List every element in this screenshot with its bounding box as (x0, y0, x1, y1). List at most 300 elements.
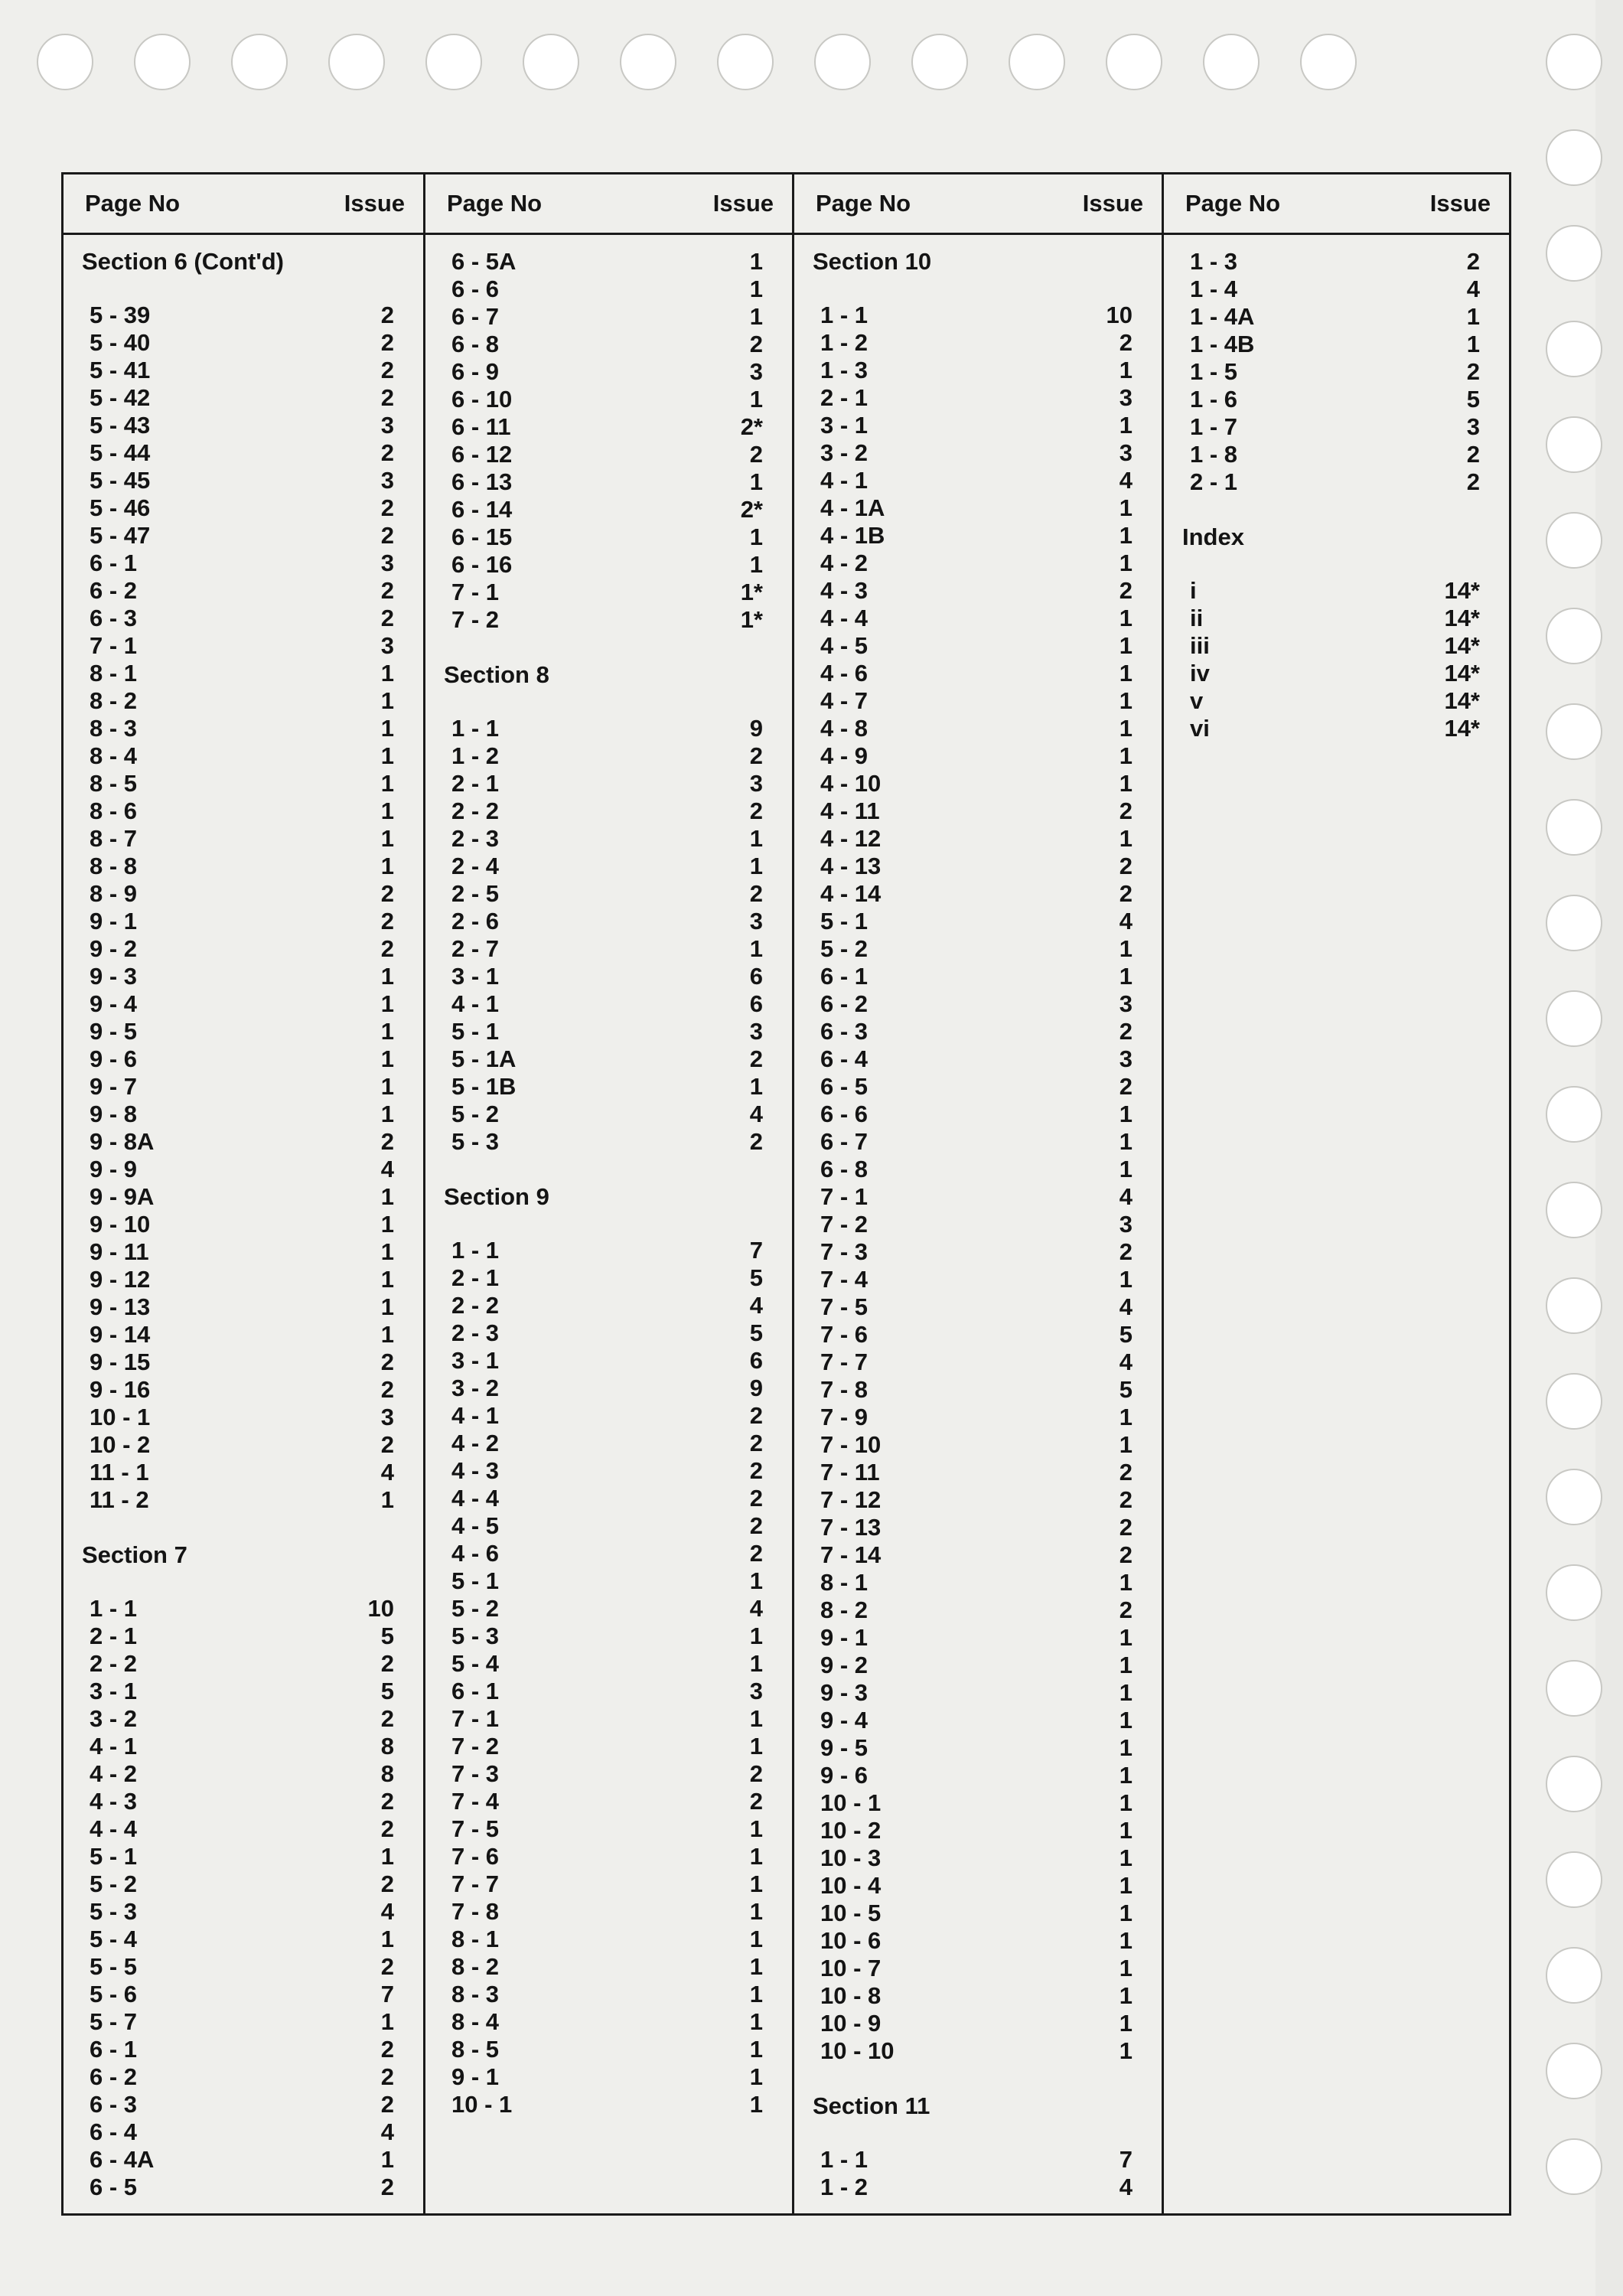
table-row (794, 632, 1162, 660)
table-row (64, 1650, 423, 1678)
issue-number: 1 (380, 1073, 394, 1100)
page-number: 6 - 4 (90, 2118, 138, 2145)
issue-number: 2 (380, 577, 394, 604)
issue-number: 10 (1106, 302, 1133, 328)
page-number: 1 - 4 (1190, 276, 1238, 302)
binder-hole (1546, 895, 1602, 951)
table-row (794, 880, 1162, 908)
table-row (425, 990, 792, 1018)
page-number: 10 - 7 (820, 1955, 882, 1981)
page-number: 8 - 6 (90, 797, 138, 824)
page-number: 9 - 3 (90, 963, 138, 990)
issue-number: 1 (380, 742, 394, 769)
issue-number: 1 (1119, 1404, 1133, 1430)
page-number: iv (1190, 660, 1210, 687)
page-number: 1 - 2 (820, 329, 869, 356)
issue-number: 1 (749, 303, 763, 330)
page-number: 6 - 5 (820, 1073, 869, 1100)
table-row (794, 935, 1162, 963)
issue-number: 2 (380, 1650, 394, 1677)
page-number: 9 - 2 (90, 935, 138, 962)
table-row (64, 2146, 423, 2174)
issue-number: 1 (1119, 715, 1133, 742)
binder-hole (1546, 608, 1602, 664)
issue-number: 14* (1444, 660, 1480, 687)
table-row (425, 606, 792, 634)
page-number: 6 - 3 (90, 2091, 138, 2118)
page-number: 5 - 39 (90, 302, 151, 328)
page-number: 4 - 12 (820, 825, 882, 852)
table-row (794, 1652, 1162, 1679)
issue-number: 3 (1119, 990, 1133, 1017)
table-row (794, 522, 1162, 550)
binder-hole (37, 34, 93, 90)
issue-number: 1 (380, 1486, 394, 1513)
page-number: 8 - 2 (820, 1596, 869, 1623)
issue-number: 1 (1119, 494, 1133, 521)
issue-number: 14* (1444, 715, 1480, 742)
issue-number: 4 (749, 1101, 763, 1127)
table-row (794, 439, 1162, 467)
table-row (794, 2146, 1162, 2174)
table-row (425, 1457, 792, 1485)
column-body (64, 248, 423, 2201)
issue-number: 1 (749, 1843, 763, 1870)
section-title: Section 11 (813, 2092, 930, 2119)
issue-number: 1 (749, 1567, 763, 1594)
page-number: 5 - 2 (451, 1595, 500, 1622)
page-number: 4 - 2 (90, 1760, 138, 1787)
page-number: 5 - 1 (451, 1018, 500, 1045)
issue-number: 1 (749, 1733, 763, 1760)
table-row (64, 1486, 423, 1514)
page-number: 5 - 1 (451, 1567, 500, 1594)
issue-number: 1 (1119, 1789, 1133, 1816)
table-row (425, 1101, 792, 1128)
page-number: 1 - 3 (820, 357, 869, 383)
issue-number: 2* (740, 496, 763, 523)
page-number: 1 - 2 (820, 2174, 869, 2200)
section-title: Section 6 (Cont'd) (82, 248, 284, 275)
page-number: 4 - 6 (820, 660, 869, 687)
page-number: 7 - 5 (451, 1815, 500, 1842)
table-row (425, 1018, 792, 1045)
issue-number: 1 (1119, 1872, 1133, 1899)
table-row (794, 1844, 1162, 1872)
page-number: 8 - 2 (451, 1953, 500, 1980)
page-number: 4 - 3 (451, 1457, 500, 1484)
issue-number: 14* (1444, 632, 1480, 659)
issue-number: 6 (749, 990, 763, 1017)
section-title: Index (1182, 523, 1244, 550)
table-row (794, 908, 1162, 935)
page-number: 9 - 1 (90, 908, 138, 934)
table-row (64, 302, 423, 329)
issue-number: 2 (380, 1349, 394, 1375)
issue-number: 2 (749, 1512, 763, 1539)
section-block (794, 2092, 1162, 2201)
page-number: 7 - 6 (451, 1843, 500, 1870)
issue-number: 2 (749, 1760, 763, 1787)
table-row (425, 1485, 792, 1512)
page-number: 9 - 10 (90, 1211, 151, 1238)
issue-number: 7 (1119, 2146, 1133, 2173)
table-row (64, 1128, 423, 1156)
issue-number: 1 (1119, 1707, 1133, 1733)
issue-heading: Issue (1429, 190, 1491, 217)
page-number: 4 - 4 (451, 1485, 500, 1512)
page-number: 8 - 7 (90, 825, 138, 852)
table-row (425, 2036, 792, 2063)
binder-hole (328, 34, 385, 90)
table-row (425, 303, 792, 331)
table-row (425, 248, 792, 276)
issue-number: 1 (1119, 2010, 1133, 2037)
page-number: 8 - 4 (90, 742, 138, 769)
page-number: 7 - 12 (820, 1486, 882, 1513)
table-row (1164, 413, 1509, 441)
issue-number: 5 (1119, 1376, 1133, 1403)
page-number: 9 - 9A (90, 1183, 155, 1210)
page-number: 5 - 2 (820, 935, 869, 962)
issue-number: 2 (380, 329, 394, 356)
table-row (425, 523, 792, 551)
table-row (425, 468, 792, 496)
binder-hole (1300, 34, 1357, 90)
page-number: 5 - 4 (451, 1650, 500, 1677)
table-row (425, 551, 792, 579)
page-number: 9 - 5 (90, 1018, 138, 1045)
issue-number: 2 (749, 1788, 763, 1815)
table-row (794, 1321, 1162, 1349)
page-number: 6 - 7 (820, 1128, 869, 1155)
binder-hole (717, 34, 774, 90)
table-row (425, 1623, 792, 1650)
issue-number: 5 (380, 1678, 394, 1704)
table-row (425, 1733, 792, 1760)
table-row (425, 1292, 792, 1319)
page-number: 7 - 4 (451, 1788, 500, 1815)
page-number: 8 - 1 (451, 1926, 500, 1952)
section-title: Section 7 (82, 1541, 187, 1568)
issue-number: 1 (749, 276, 763, 302)
page-number: 4 - 9 (820, 742, 869, 769)
table-row (1164, 331, 1509, 358)
issue-number: 1 (749, 1981, 763, 2007)
page-number: 10 - 5 (820, 1900, 882, 1926)
issue-number: 1 (380, 1211, 394, 1238)
issue-number: 2 (380, 908, 394, 934)
page-number: v (1190, 687, 1204, 714)
page-number: 6 - 1 (90, 2036, 138, 2063)
issue-number: 1 (1466, 331, 1480, 357)
issue-number: 2 (1466, 358, 1480, 385)
page-number: 7 - 13 (820, 1514, 882, 1541)
issue-number: 1 (1119, 1156, 1133, 1182)
table-row (794, 1238, 1162, 1266)
issue-number: 6 (749, 1347, 763, 1374)
issue-number: 1 (1119, 605, 1133, 631)
page-number: 4 - 5 (451, 1512, 500, 1539)
table-row (1164, 687, 1509, 715)
table-row (794, 329, 1162, 357)
issue-number: 1 (749, 248, 763, 275)
table-row (794, 2010, 1162, 2037)
issue-number: 1 (749, 1623, 763, 1649)
binder-hole (1546, 225, 1602, 282)
table-row (794, 1789, 1162, 1817)
column-header (794, 174, 1162, 233)
table-row (425, 413, 792, 441)
page-number: 7 - 10 (820, 1431, 882, 1458)
table-row (794, 2174, 1162, 2201)
issue-number: 2 (1119, 1486, 1133, 1513)
page-number: 4 - 14 (820, 880, 882, 907)
page-number: 5 - 1 (90, 1843, 138, 1870)
issue-number: 2 (749, 1402, 763, 1429)
page-number: 5 - 41 (90, 357, 151, 383)
issue-number: 1 (1119, 522, 1133, 549)
page-number: 7 - 3 (451, 1760, 500, 1787)
issue-number: 1 (1119, 687, 1133, 714)
page-number: 6 - 1 (451, 1678, 500, 1704)
issue-number: 5 (1466, 386, 1480, 413)
issue-number: 4 (1119, 1293, 1133, 1320)
page-number: 2 - 2 (451, 797, 500, 824)
issue-number: 7 (380, 1981, 394, 2007)
page-number: 1 - 1 (90, 1595, 138, 1622)
issue-number: 3 (380, 550, 394, 576)
issue-number: 3 (1119, 1045, 1133, 1072)
column-header (1164, 174, 1509, 233)
table-row (64, 1018, 423, 1045)
page-no-heading: Page No (85, 190, 181, 217)
table-row (425, 797, 792, 825)
page-number: 5 - 2 (451, 1101, 500, 1127)
issue-number: 3 (380, 632, 394, 659)
issue-number: 2 (380, 1128, 394, 1155)
table-row (794, 412, 1162, 439)
issue-number: 5 (380, 1623, 394, 1649)
issue-number: 2 (380, 357, 394, 383)
table-row (794, 1045, 1162, 1073)
table-row (794, 1101, 1162, 1128)
page-number: 6 - 2 (90, 2063, 138, 2090)
binder-hole (1546, 799, 1602, 856)
page-number: 4 - 2 (820, 550, 869, 576)
page-number: 5 - 1B (451, 1073, 517, 1100)
table-row (64, 329, 423, 357)
table-row (1164, 276, 1509, 303)
issue-number: 4 (1119, 1349, 1133, 1375)
issue-number: 2 (380, 2063, 394, 2090)
page-number: 5 - 5 (90, 1953, 138, 1980)
issue-number: 1 (749, 468, 763, 495)
page-number: 6 - 3 (820, 1018, 869, 1045)
issue-number: 3 (380, 467, 394, 494)
table-row (64, 2118, 423, 2146)
section-block (1164, 523, 1509, 742)
page-number: 5 - 42 (90, 384, 151, 411)
table-row (425, 579, 792, 606)
page-number: 6 - 15 (451, 523, 513, 550)
section-title: Section 10 (813, 248, 932, 275)
page-number: 2 - 7 (451, 935, 500, 962)
page-number: 9 - 9 (90, 1156, 138, 1182)
issue-number: 1 (1119, 660, 1133, 687)
table-row (425, 935, 792, 963)
issue-number: 2 (1119, 329, 1133, 356)
binder-hole (1546, 1182, 1602, 1238)
page-number: 1 - 2 (451, 742, 500, 769)
issue-number: 2 (1466, 248, 1480, 275)
table-row (64, 1733, 423, 1760)
table-row (794, 1514, 1162, 1541)
issue-number: 2 (380, 1376, 394, 1403)
issue-number: 1 (380, 853, 394, 879)
page-number: 6 - 14 (451, 496, 513, 523)
issue-number: 2 (749, 1457, 763, 1484)
page-number: 2 - 1 (451, 1264, 500, 1291)
table-row (794, 1707, 1162, 1734)
issue-number: 10 (367, 1595, 394, 1622)
table-row (64, 605, 423, 632)
table-row (64, 1705, 423, 1733)
page-number: 7 - 1 (90, 632, 138, 659)
page-number: 3 - 1 (820, 412, 869, 439)
page-number: 5 - 4 (90, 1926, 138, 1952)
table-row (64, 1678, 423, 1705)
page-number: 4 - 3 (820, 577, 869, 604)
issue-number: 1 (749, 2063, 763, 2090)
table-row (425, 1953, 792, 1981)
issue-number: 1 (749, 1815, 763, 1842)
table-row (64, 1926, 423, 1953)
table-row (794, 687, 1162, 715)
page-number: 2 - 5 (451, 880, 500, 907)
issue-number: 1 (1119, 1431, 1133, 1458)
issue-number: 2 (1119, 1596, 1133, 1623)
table-row (64, 550, 423, 577)
table-row (64, 1404, 423, 1431)
page-number: 5 - 1A (451, 1045, 517, 1072)
issue-number: 9 (749, 715, 763, 742)
page-number: 5 - 6 (90, 1981, 138, 2007)
issue-number: 3 (380, 1404, 394, 1430)
issue-number: 1 (749, 523, 763, 550)
issue-number: 1 (749, 2091, 763, 2118)
table-row (425, 1981, 792, 2008)
issue-number: 3 (380, 412, 394, 439)
issue-number: 2 (380, 384, 394, 411)
table-row (64, 797, 423, 825)
table-row (425, 1705, 792, 1733)
table-row (794, 1762, 1162, 1789)
issue-number: 1 (1119, 357, 1133, 383)
issue-number: 2 (380, 522, 394, 549)
table-row (794, 1982, 1162, 2010)
table-row (64, 853, 423, 880)
issue-number: 1 (1119, 770, 1133, 797)
table-row (794, 577, 1162, 605)
page-number: 3 - 2 (820, 439, 869, 466)
page-number: 1 - 1 (820, 302, 869, 328)
table-row (64, 522, 423, 550)
issue-number: 1 (380, 1321, 394, 1348)
issue-number: 2 (1119, 1018, 1133, 1045)
issue-number: 2 (380, 2091, 394, 2118)
table-row (794, 1679, 1162, 1707)
section-block (425, 1183, 792, 2118)
table-row (425, 1073, 792, 1101)
table-row (64, 1431, 423, 1459)
page-number: 4 - 5 (820, 632, 869, 659)
binder-hole (620, 34, 676, 90)
issue-number: 3 (749, 1678, 763, 1704)
page-number: 5 - 3 (90, 1898, 138, 1925)
issue-number: 2 (1119, 880, 1133, 907)
table-row (794, 1596, 1162, 1624)
page-number: 9 - 6 (820, 1762, 869, 1789)
table-row (425, 1128, 792, 1156)
table-row (794, 1266, 1162, 1293)
issue-number: 1 (1119, 1955, 1133, 1981)
table-row (794, 742, 1162, 770)
issue-number: 1 (380, 715, 394, 742)
issue-number: 1 (1119, 1569, 1133, 1596)
page-number: 4 - 1B (820, 522, 885, 549)
issue-number: 2 (749, 797, 763, 824)
table-row (64, 1898, 423, 1926)
issue-number: 2 (380, 1788, 394, 1815)
table-row (794, 384, 1162, 412)
table-row (64, 1073, 423, 1101)
page-number: 4 - 3 (90, 1788, 138, 1815)
issue-number: 4 (380, 2118, 394, 2145)
table-row (425, 715, 792, 742)
page-number: 7 - 9 (820, 1404, 869, 1430)
page-number: 11 - 2 (90, 1486, 149, 1513)
page-number: 6 - 1 (90, 550, 138, 576)
table-row (425, 1843, 792, 1870)
page-number: 5 - 47 (90, 522, 151, 549)
table-row (64, 880, 423, 908)
page-number: 7 - 3 (820, 1238, 869, 1265)
table-row (794, 1817, 1162, 1844)
table-row (425, 825, 792, 853)
table-row (794, 302, 1162, 329)
table-row (794, 1900, 1162, 1927)
binder-hole (1009, 34, 1065, 90)
table-row (794, 1569, 1162, 1596)
table-row (64, 1293, 423, 1321)
table-row (425, 1237, 792, 1264)
issue-heading: Issue (1082, 190, 1143, 217)
table-row (425, 908, 792, 935)
page-number: 7 - 4 (820, 1266, 869, 1293)
page-number: 7 - 6 (820, 1321, 869, 1348)
page-number: 4 - 6 (451, 1540, 500, 1567)
issue-number: 1 (1119, 1624, 1133, 1651)
page-number: 8 - 8 (90, 853, 138, 879)
table-row (425, 2063, 792, 2091)
page-number: 5 - 44 (90, 439, 151, 466)
issue-number: 2 (749, 1430, 763, 1456)
page-number: 6 - 2 (820, 990, 869, 1017)
page-number: 9 - 1 (451, 2063, 500, 2090)
page-number: 4 - 1 (451, 990, 500, 1017)
table-row (425, 880, 792, 908)
